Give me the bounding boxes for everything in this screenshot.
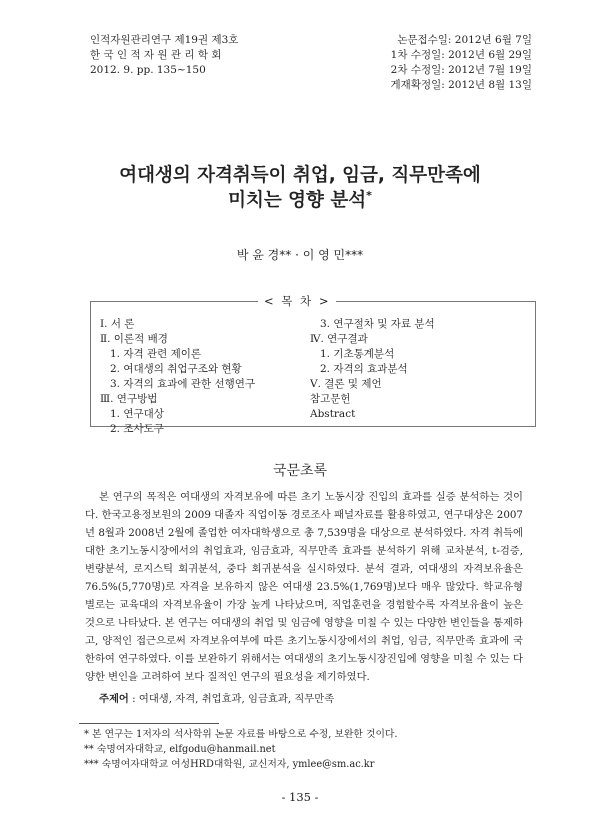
toc-header-label: 목 차 bbox=[281, 294, 314, 308]
toc-item: 3. 자격의 효과에 관한 선행연구 bbox=[110, 378, 256, 390]
toc-item: 2. 자격의 효과분석 bbox=[320, 363, 408, 375]
toc-left-column bbox=[100, 317, 255, 437]
paper-title-text: 미치는 영향 분석 bbox=[228, 190, 367, 211]
toc-item: 1. 기초통계분석 bbox=[320, 348, 395, 360]
submission-dates bbox=[391, 33, 532, 93]
author-list: 박 윤 경** · 이 영 민*** bbox=[236, 248, 364, 262]
abstract-body: 본 연구의 목적은 여대생의 자격보유에 따른 초기 노동시장 진입의 효과를 실증 분석하는 것이다. 한국고용정보원의 2009 대졸자 직업이동 경로조사 패널자료를 활용하였고, 연구대상은 2007년 8월과 2008년 2월에 졸업한 여자대학생으로 총 7,539명을 대상으로 분석하였다. 자격 취득에 대한 초기노동시장에서의 취업효과, 임금효과, 직무만족 효과를 분석하기 위해 교차분석, t-검증, 변량분석, 로지스틱 회귀분석, 중다 회귀분석을 실시하였다. 분석 결과, 여대생의 자격보유율은 76.5%(5,770명)로 자격을 보유하지 않은 여대생 23.5%(1,769명)보다 매우 많았다. 학교유형별로는 교육대의 자격보유율이 가장 높게 나타났으며, 직업훈련을 경험할수록 자격보유율이 높은 것으로 나타났다. 본 연구는 여대생의 취업 및 임금에 영향을 미칠 수 있는 다양한 변인들을 통제하고, 양적인 접근으로써 자격보유여부에 따른 초기노동시장에서의 취업, 임금, 직무만족 효과에 국한하여 연구하였다. 이를 보완하기 위해서는 여대생의 초기노동시장진입에 영향을 미칠 수 있는 다양한 변인을 고려하여 보다 질적인 연구의 필요성을 제기하였다. bbox=[85, 491, 523, 683]
date-revised-1: 1차 수정일: 2012년 6월 29일 bbox=[390, 49, 532, 61]
date-revised-2: 2차 수정일: 2012년 7월 19일 bbox=[390, 64, 532, 76]
date-accepted: 게재확정일: 2012년 8월 13일 bbox=[390, 79, 532, 91]
toc-item: 3. 연구절차 및 자료 분석 bbox=[320, 318, 435, 330]
toc-item: Ⅰ. 서 론 bbox=[100, 318, 135, 330]
footnote-1: * 본 연구는 1저자의 석사학위 논문 자료를 바탕으로 수정, 보완한 것이다. bbox=[84, 729, 398, 740]
toc-right-column bbox=[310, 317, 435, 422]
toc-item: Abstract bbox=[310, 408, 356, 420]
journal-issue: 2012. 9. pp. 135~150 bbox=[90, 64, 206, 76]
keywords-value: : 여대생, 자격, 취업효과, 임금효과, 직무만족 bbox=[132, 693, 335, 705]
journal-society: 한 국 인 적 자 원 관 리 학 회 bbox=[90, 49, 222, 61]
keywords bbox=[99, 690, 334, 705]
abstract-title: 국문초록 bbox=[272, 463, 328, 479]
toc-item: 참고문헌 bbox=[310, 393, 351, 405]
journal-info bbox=[90, 33, 238, 78]
toc-item: Ⅲ. 연구방법 bbox=[100, 393, 158, 405]
footnotes bbox=[84, 727, 398, 772]
toc-item: Ⅴ. 결론 및 제언 bbox=[310, 378, 382, 390]
title-footnote-mark: * bbox=[366, 188, 372, 202]
page-number: - 135 - bbox=[281, 790, 319, 804]
toc-item: 1. 자격 관련 제이론 bbox=[110, 348, 202, 360]
footnote-2: ** 숙명여자대학교, elfgodu@hanmail.net bbox=[84, 744, 276, 755]
toc-item: Ⅱ. 이론적 배경 bbox=[100, 333, 168, 345]
journal-name: 인적자원관리연구 제19권 제3호 bbox=[90, 34, 239, 46]
toc-item: 2. 조사도구 bbox=[110, 423, 164, 435]
footnote-3: *** 숙명여자대학교 여성HRD대학원, 교신저자, ymlee@sm.ac.kr bbox=[84, 759, 375, 770]
keywords-label: 주제어 bbox=[99, 693, 129, 705]
paper-title-line1: 여대생의 자격취득이 취업, 임금, 직무만족에 bbox=[119, 165, 481, 186]
date-received: 논문접수일: 2012년 6월 7일 bbox=[397, 34, 532, 46]
toc-header: < 목 차 > bbox=[258, 293, 336, 309]
paper-title-line2 bbox=[0, 186, 600, 212]
toc-item: 2. 여대생의 취업구조와 현황 bbox=[110, 363, 242, 375]
footnote-divider bbox=[79, 723, 219, 724]
toc-item: Ⅳ. 연구결과 bbox=[310, 333, 368, 345]
toc-item: 1. 연구대상 bbox=[110, 408, 164, 420]
